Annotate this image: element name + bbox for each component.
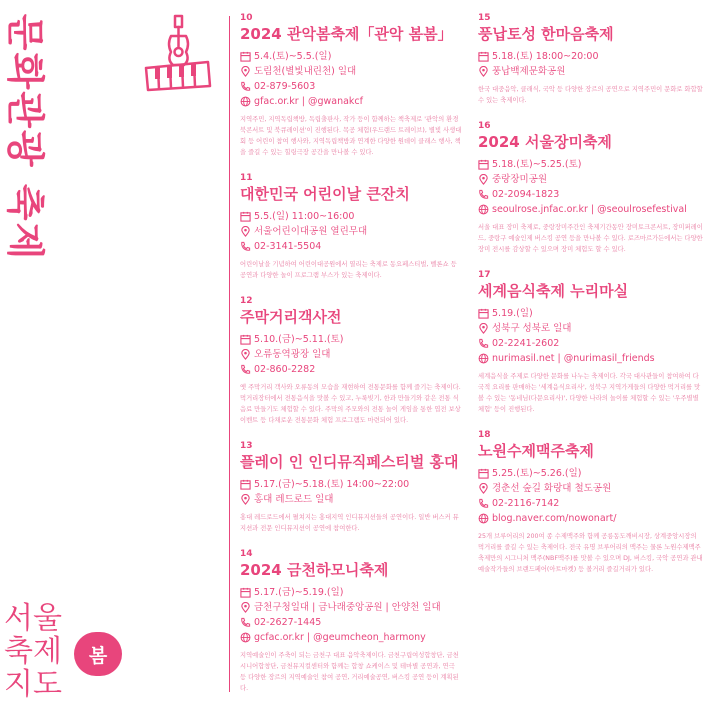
logo-line: 지도 (4, 667, 62, 702)
logo-line: 축제 (4, 634, 62, 669)
festival-web[interactable]: gcfac.or.kr | @geumcheon_harmony (240, 630, 462, 645)
calendar-icon (240, 51, 251, 62)
globe-icon (478, 353, 489, 364)
festival-phone: 02-2241-2602 (478, 336, 704, 351)
festival-description: 세계음식을 주제로 다양한 문화를 나누는 축제이다. 각국 대사관들이 참여하여 다국적 요리를 판매하는 '세계음식요리사', 성북구 지역가게들의 다양한 먹거리를 맛볼 수 있는 '동네님(다문요리사)', 다양한 나라의 놀이를 체험할 수 있는 '우주별별체험' 등이 진행된다. (478, 373, 701, 413)
location-pin-icon (478, 323, 489, 334)
festival-title: 2024 금천하모니축제 (240, 561, 389, 579)
festival-number: 10 (240, 13, 253, 23)
festival-phone: 02-2116-7142 (478, 496, 704, 511)
location-pin-icon (240, 66, 251, 77)
festival-description: 옛 주막거리 객사와 오류동의 모습을 재현하여 전통문화를 함께 즐기는 축제이다. 먹거리장터에서 전통음식을 맛볼 수 있고, 누룩빚기, 한과 만들기와 같은 전통 식음료 만들기도 체험할 수 있다. 주막의 주모와의 전통 놀이 게임을 통한 엽전 보상 이벤트 등 다채로운 전통문화 체험 프로그램도 마련되어 있다. (240, 384, 461, 424)
festival-item (240, 295, 462, 426)
phone-icon (240, 81, 251, 92)
calendar-icon (478, 51, 489, 62)
festival-item (240, 548, 462, 694)
festival-number: 11 (240, 173, 253, 183)
festival-item (478, 429, 704, 575)
calendar-icon (240, 587, 251, 598)
festival-place: 도림천(별빛내린천) 일대 (240, 64, 462, 79)
calendar-icon (478, 308, 489, 319)
globe-icon (240, 96, 251, 107)
festival-place: 중랑장미공원 (478, 172, 704, 187)
spring-badge: 봄 (74, 632, 122, 676)
festival-date: 5.19.(일) (478, 306, 704, 321)
location-pin-icon (240, 494, 251, 505)
phone-icon (478, 498, 489, 509)
location-pin-icon (240, 226, 251, 237)
festival-number: 16 (478, 121, 491, 131)
festival-date: 5.18.(토) 18:00~20:00 (478, 49, 704, 64)
page-title-vertical (3, 6, 52, 268)
globe-icon (240, 632, 251, 643)
festival-title: 2024 관악봄축제「관악 봄봄」 (240, 25, 453, 43)
calendar-icon (240, 334, 251, 345)
festival-place: 풍납백제문화공원 (478, 64, 704, 79)
festival-date: 5.17.(금)~5.19.(일) (240, 585, 462, 600)
festival-column-left (240, 12, 462, 708)
seoul-festival-map-logo (4, 602, 134, 702)
festival-date: 5.25.(토)~5.26.(일) (478, 466, 704, 481)
guitar-keyboard-illustration (138, 12, 218, 92)
phone-icon (478, 338, 489, 349)
festival-item (478, 120, 704, 255)
festival-column-right (478, 12, 704, 589)
festival-number: 13 (240, 441, 253, 451)
festival-title: 대한민국 어린이날 큰잔치 (240, 185, 410, 203)
festival-phone: 02-879-5603 (240, 79, 462, 94)
location-pin-icon (240, 349, 251, 360)
festival-title: 풍납토성 한마음축제 (478, 25, 614, 43)
festival-place: 홍대 레드로드 일대 (240, 492, 462, 507)
festival-item (240, 12, 462, 158)
location-pin-icon (240, 602, 251, 613)
festival-title: 주막거리객사전 (240, 308, 342, 326)
festival-number: 15 (478, 13, 491, 23)
festival-date: 5.5.(일) 11:00~16:00 (240, 209, 462, 224)
location-pin-icon (478, 174, 489, 185)
festival-date: 5.4.(토)~5.5.(일) (240, 49, 462, 64)
festival-description: 서울 대표 장미 축제로, 중랑장미주간인 축제기간동안 장미토크콘서트, 장미퍼레이드, 중랑구 예술인제 버스킹 공연 등을 만나볼 수 있다. 로즈마르가든에서는 다양한 장미 전시를 감상할 수 있으며 장미 체험도 할 수 있다. (478, 224, 703, 253)
festival-web[interactable]: nurimasil.net | @nurimasil_friends (478, 351, 704, 366)
festival-title: 2024 서울장미축제 (478, 133, 612, 151)
phone-icon (240, 364, 251, 375)
festival-item (478, 12, 704, 106)
festival-web[interactable]: blog.naver.com/nowonart/ (478, 511, 704, 526)
calendar-icon (478, 468, 489, 479)
festival-place: 서울어린이대공원 열린무대 (240, 224, 462, 239)
festival-number: 18 (478, 430, 491, 440)
festival-description: 지역예술인이 주축이 되는 금천구 대표 음악축제이다. 금천구립여성합창단, 금천시니어합창단, 금천뮤지컬센터와 함께는 합창 쇼케이스 및 테마별 공연과, 연극 등 다양한 장르의 지역예술인 참여 공연, 거리예술공연, 버스킹 공연 등이 계획된다. (240, 652, 459, 692)
festival-number: 12 (240, 296, 253, 306)
festival-title: 플레이 인 인디뮤직페스티벌 홍대 (240, 453, 459, 471)
festival-place: 성북구 성북로 일대 (478, 321, 704, 336)
location-pin-icon (478, 483, 489, 494)
festival-web[interactable]: seoulrose.jnfac.or.kr | @seoulrosefestival (478, 202, 704, 217)
calendar-icon (478, 159, 489, 170)
festival-date: 5.10.(금)~5.11.(토) (240, 332, 462, 347)
festival-place: 경춘선 숲길 화랑대 철도공원 (478, 481, 704, 496)
festival-number: 17 (478, 270, 491, 280)
festival-phone: 02-860-2282 (240, 362, 462, 377)
festival-place: 오류동역광장 일대 (240, 347, 462, 362)
logo-line: 서울 (4, 601, 62, 636)
festival-description: 25개 브루어리의 200여 종 수제맥주와 함께 공릉동도깨비시장, 상계중앙시장의 먹거리를 즐길 수 있는 축제이다. 전국 유명 브루어리의 맥주는 물론 노원수제맥주축제만의 시그니처 맥주(NBF맥주)를 맛볼 수 있으며 DJ, 버스킹, 국악 공연과 관내 예술작가들의 브랜드페어(아트마켓) 등 볼거리 즐길거리가 있다. (478, 533, 703, 573)
festival-title: 세계음식축제 누리마실 (478, 282, 629, 300)
calendar-icon (240, 479, 251, 490)
festival-web[interactable]: gfac.or.kr | @gwanakcf (240, 94, 462, 109)
globe-icon (478, 513, 489, 524)
festival-item (240, 172, 462, 281)
festival-title: 노원수제맥주축제 (478, 442, 594, 460)
festival-item (240, 440, 462, 534)
festival-number: 14 (240, 549, 253, 559)
phone-icon (240, 617, 251, 628)
festival-place: 금천구청일대 | 금나래중앙공원 | 안양천 일대 (240, 600, 462, 615)
column-divider (229, 16, 230, 692)
phone-icon (478, 189, 489, 200)
festival-item (478, 269, 704, 415)
festival-phone: 02-2627-1445 (240, 615, 462, 630)
festival-description: 홍대 레드로드에서 펼쳐지는 홍대지역 인디뮤지션들의 공연이다. 일반 버스커 뮤지션과 전문 인디뮤지션이 공연에 참여한다. (240, 514, 459, 532)
festival-date: 5.17.(금)~5.18.(토) 14:00~22:00 (240, 477, 462, 492)
festival-description: 지역주민, 지역독립책방, 독립출판사, 작가 등이 함께하는 책축제로 '관악의 환경 북콘서트 및 북큐레이션'이 진행된다. 목공 체험(우드랜드 트레이브), 별빛 사생대회 등 어린이 참여 행사와, 지역독립책방과 연계한 다양한 원데이 클래스 행사, 책을 즐길 수 있는 힐링극장 공간을 만나볼 수 있다. (240, 116, 462, 156)
festival-phone: 02-2094-1823 (478, 187, 704, 202)
globe-icon (478, 204, 489, 215)
festival-phone: 02-3141-5504 (240, 239, 462, 254)
phone-icon (240, 241, 251, 252)
festival-description: 한국 대중음악, 클래식, 국악 등 다양한 장르의 공연으로 지역주민이 문화로 화합할 수 있는 축제이다. (478, 86, 703, 104)
page-title: 문화관광 축제 (3, 13, 48, 261)
festival-description: 어린이날을 기념하여 어린이대공원에서 열리는 축제로 동요페스티벌, 벨론쇼 등 공연과 다양한 놀이 프로그램 부스가 있는 축제이다. (240, 261, 457, 279)
calendar-icon (240, 211, 251, 222)
festival-date: 5.18.(토)~5.25.(토) (478, 157, 704, 172)
location-pin-icon (478, 66, 489, 77)
